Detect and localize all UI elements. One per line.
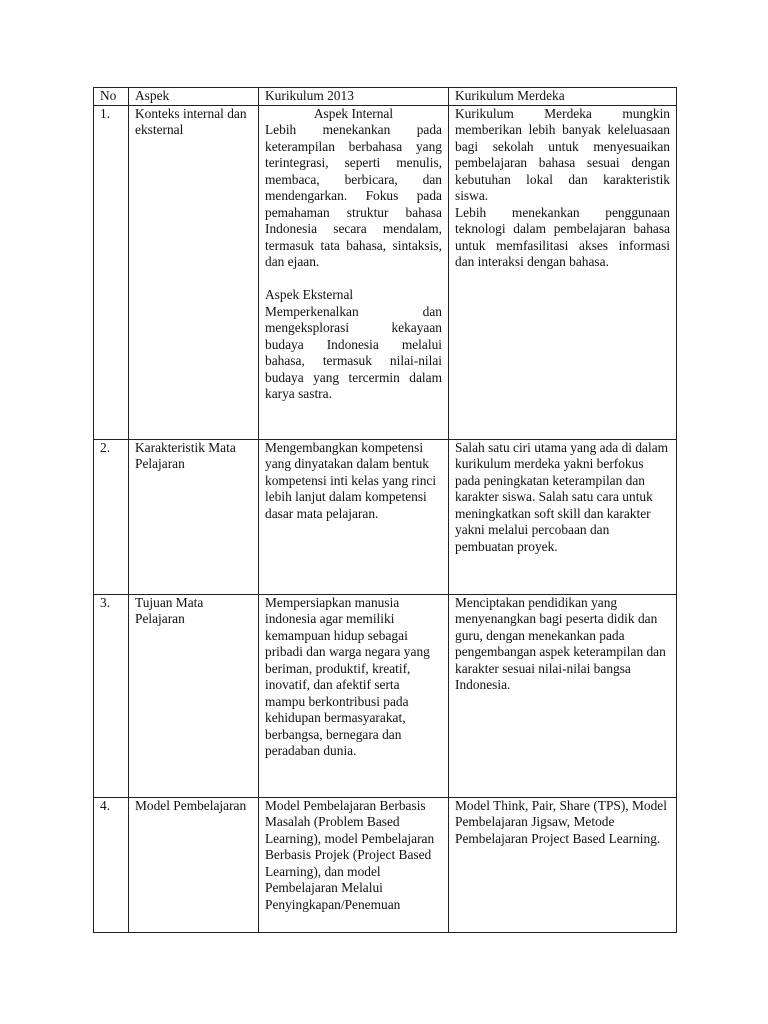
header-no: No — [94, 88, 129, 106]
row-aspek: Karakteristik Mata Pelajaran — [129, 439, 259, 594]
row-kurikulum-2013: Mempersiapkan manusia indonesia agar memiliki kemampuan hidup sebagai pribadi dan warga negara yang beriman, produktif, kreatif, inovatif, dan afektif serta mampu berkontribusi pada kehidupan bermasyarakat, berbangsa, bernegara dan peradaban dunia. — [259, 594, 449, 797]
row-aspek: Model Pembelajaran — [129, 797, 259, 932]
row-aspek: Konteks internal dan eksternal — [129, 105, 259, 439]
aspek-eksternal-text: Memperkenalkan dan mengeksplorasi kekayaan budaya Indonesia melalui bahasa, termasuk nilai-nilai budaya yang tercermin dalam karya sastra. — [265, 303, 442, 401]
row-kurikulum-merdeka: Salah satu ciri utama yang ada di dalam kurikulum merdeka yakni berfokus pada peningkatan keterampilan dan karakter siswa. Salah satu cara untuk meningkatkan soft skill dan karakter yakni melalui percobaan dan pembuatan proyek. — [449, 439, 677, 594]
comparison-table — [93, 87, 677, 933]
merdeka-paragraph-1: Kurikulum Merdeka mungkin memberikan lebih banyak keleluasaan bagi sekolah untuk menyesuaikan pembelajaran bahasa sesuai dengan kebutuhan lokal dan karakteristik siswa. — [455, 105, 670, 203]
row-kurikulum-merdeka: Model Think, Pair, Share (TPS), Model Pembelajaran Jigsaw, Metode Pembelajaran Project Based Learning. — [449, 797, 677, 932]
table-row — [94, 105, 677, 439]
row-aspek: Tujuan Mata Pelajaran — [129, 594, 259, 797]
table-row — [94, 797, 677, 932]
row-number: 1. — [94, 105, 129, 439]
row-kurikulum-2013: Model Pembelajaran Berbasis Masalah (Problem Based Learning), model Pembelajaran Berbasis Projek (Project Based Learning), dan model Pembelajaran Melalui Penyingkapan/Penemuan — [259, 797, 449, 932]
merdeka-paragraph-2: Lebih menekankan penggunaan teknologi dalam pembelajaran bahasa untuk memfasilitasi akses informasi dan interaksi dengan bahasa. — [455, 204, 670, 269]
header-kurikulum-2013: Kurikulum 2013 — [259, 88, 449, 106]
row-kurikulum-2013: Mengembangkan kompetensi yang dinyatakan dalam bentuk kompetensi inti kelas yang rinci lebih lanjut dalam kompetensi dasar mata pelajaran. — [259, 439, 449, 594]
table-row — [94, 594, 677, 797]
row-kurikulum-merdeka — [449, 105, 677, 439]
table-row — [94, 439, 677, 594]
aspek-internal-heading: Aspek Internal — [313, 105, 394, 121]
row-number: 4. — [94, 797, 129, 932]
aspek-eksternal-heading: Aspek Eksternal — [265, 287, 354, 302]
header-aspek: Aspek — [129, 88, 259, 106]
row-number: 3. — [94, 594, 129, 797]
row-kurikulum-2013 — [259, 105, 449, 439]
table-header-row — [94, 88, 677, 106]
row-kurikulum-merdeka: Menciptakan pendidikan yang menyenangkan bagi peserta didik dan guru, dengan menekankan pada pengembangan aspek keterampilan dan karakter sesuai nilai-nilai bangsa Indonesia. — [449, 594, 677, 797]
header-kurikulum-merdeka: Kurikulum Merdeka — [449, 88, 677, 106]
aspek-internal-text: Lebih menekankan pada keterampilan berbahasa yang terintegrasi, seperti menulis, membaca, berbicara, dan mendengarkan. Fokus pada pemahaman struktur bahasa Indonesia secara mendalam, termasuk tata bahasa, sintaksis, dan ejaan. — [265, 122, 442, 269]
row-number: 2. — [94, 439, 129, 594]
